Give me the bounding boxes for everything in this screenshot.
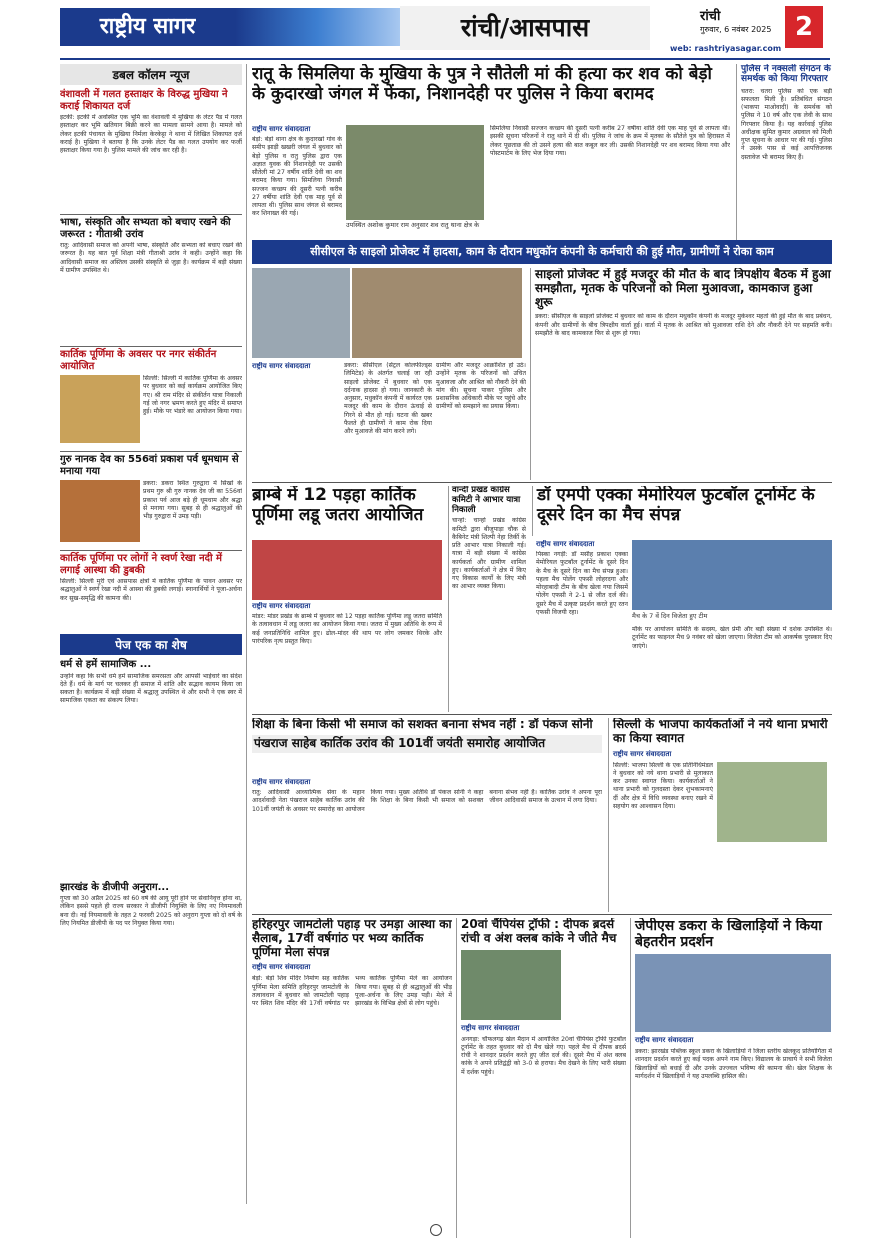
story-body: रातु: आदिवासी आध्यात्मिक सेवा के महान आदर्शवादी नेता पंखराज साहेब कार्तिक उरांव की 101वीं जयंती के अवसर पर समारोह का आयोजन किया गया। मुख्य अतिथि डॉ पंकज सोनी ने कहा कि शिक्षा के बिना किसी भी समाज को सशक्त बनाना संभव नहीं है। कार्तिक उरांव ने अपना पूरा जीवन आदिवासी समाज के उत्थान में लगा दिया। [252, 789, 602, 813]
silli-bjp-photo [717, 762, 827, 842]
trophy-photo [461, 950, 561, 1020]
headline: भाषा, संस्कृति और सभ्यता को बचाए रखने की जरूरत : गीताश्री उरांव [60, 217, 231, 240]
byline: राष्ट्रीय सागर संवाददाता [252, 963, 311, 972]
silli-bjp-story [608, 718, 832, 912]
subheadline: पंखराज साहेब कार्तिक उरांव की 101वीं जयंती समारोह आयोजित [252, 735, 602, 753]
page-one-continued-header: पेज एक का शेष [60, 634, 242, 655]
football-photo-caption: मैच के 7 वें दिन विजेता हुए टीम [632, 612, 708, 620]
byline: राष्ट्रीय सागर संवाददाता [613, 749, 672, 758]
education-body-box [252, 778, 602, 910]
edition-city: रांची [700, 9, 721, 24]
lead-body: बेड़ो: बेड़ो थाना क्षेत्र के कुदारखो गांव के समीप झाड़ी खखरी जंगल में बुधवार को बेड़ो पुलिस व रातु पुलिस द्वारा एक अज्ञात युवक की निशानदेही पर उसकी सौतेली मां 27 वर्षीय शांति देवी का शव बरामद किया गया। सिमलिया निवासी सज्जन कच्छप की दूसरी पत्नी करीब 27 वर्षीया शांति देवी एक माह पूर्व से लापता थी। पुलिस साथ जंगल से बरामद कर शिनाख्त की गई। [252, 136, 342, 218]
headline: साइलो प्रोजेक्ट में हुई मजदूर की मौत के बाद त्रिपक्षीय बैठक में हुआ समझौता, मृतक के परिजनों को मिला मुआवजा, कामकाज हुआ शुरू [535, 268, 831, 309]
story-body: पिस्का नगड़ी: डॉ मसीह प्रकाश एक्का मेमोरियल फुटबॉल टूर्नामेंट के दूसरे दिन के मैच के दूसरे दिन का मैच संपन्न हुआ। पहला मैच पोलेंग एफसी लोहरदगा और मोरहाबादी टीम के बीच खेला गया जिसमें पोलेंग एफसी ने 2-1 से जीत दर्ज की। दूसरे मैच में उत्कृष्ट प्रदर्शन करते हुए रतन एफसी विजयी रहा। [536, 551, 628, 616]
bramhe-body-box [252, 602, 442, 712]
education-headline-box [252, 718, 602, 774]
lead-headline-box [252, 64, 730, 122]
story-bhasha [60, 214, 242, 342]
accident-col1 [252, 362, 342, 480]
story-body: डकरा: सीसीएल के साइलो प्रोजेक्ट में बुधवार को काम के दौरान मधुकॉन कंपनी के मजदूर मुकेश्वर महतो की हुई मौत के बाद प्रबंधन, कंपनी और ग्रामीणों के बीच त्रिपक्षीय वार्ता हुई। वार्ता में मृतक के आश्रित को मुआवजा राशि देने और नौकरी देने पर सहमति बनी। समझौते के बाद कामकाज फिर से शुरू हो गया। [535, 313, 832, 337]
story-body: चान्हो: चान्हो प्रखंड कांग्रेस कमिटी द्वारा बीजुपाड़ा चौक से कैबिनेट मंत्री शिल्पी नेहा तिर्की के प्रति आभार यात्रा निकाली गई। यात्रा में बड़ी संख्या में कांग्रेस कार्यकर्ता और ग्रामीण शामिल हुए। कार्यकर्ताओं ने क्षेत्र में किए गए विकास कार्यों के लिए मंत्री का आभार व्यक्त किया। [452, 517, 526, 591]
story-body: बेड़ो: बेड़ो शिव मंदिर निर्माण सह कार्तिक पूर्णिमा मेला समिति हरिहरपुर जामटोली के तत्वावधान में बुधवार को जामटोली पहाड़ पर स्थित शिव मंदिर की 17वीं वर्षगांठ पर भव्य कार्तिक पूर्णिमा मेले का आयोजन किया गया। सुबह से ही श्रद्धालुओं की भीड़ पूजा-अर्चना के लिए उमड़ पड़ी। मेले में झारखंड के विभिन्न क्षेत्रों से लोग पहुंचे। [252, 975, 452, 1008]
headline: जेपीएस डकरा के खिलाड़ियों ने किया बेहतरीन प्रदर्शन [635, 918, 822, 951]
byline: राष्ट्रीय सागर संवाददाता [536, 540, 595, 548]
story-body: सिल्ली: सिल्ली में कार्तिक पूर्णिमा के अवसर पर बुधवार को कई कार्यक्रम आयोजित किए गए। श्री राम मंदिर से संकीर्तन यात्रा निकाली गई जो नगर भ्रमण करते हुए मंदिर में समाप्त हुई। मौके पर भंडारे का आयोजन किया गया। [143, 375, 242, 415]
story-body: सिल्ली: सिल्ली मुरी एवं आसपास क्षेत्रों में कार्तिक पूर्णिमा के पावन अवसर पर श्रद्धालुओं ने स्वर्ण रेखा नदी में आस्था की डुबकी लगाई। स्नानार्थियों ने पूजा-अर्चना कर सुख-समृद्धि की कामना की। [60, 578, 242, 602]
trophy-story [456, 918, 626, 1238]
lead-col1 [252, 125, 342, 235]
accident-band-headline: सीसीएल के साइलो प्रोजेक्ट में हादसा, काम के दौरान मधुकॉन कंपनी के कर्मचारी की हुई मौत, ग्रामीणों ने रोका काम [252, 240, 832, 264]
story-sankirtan [60, 346, 242, 443]
football-headline-box [532, 486, 832, 536]
gurudwara-photo [60, 480, 140, 542]
headline: कार्तिक पूर्णिमा पर लोगों ने स्वर्ण रेखा नदी में लगाई आस्था की डुबकी [60, 553, 223, 576]
lead-continuation: सिमलिया निवासी सज्जन कच्छप की दूसरी पत्नी करीब 27 वर्षीया शांति देवी एक माह पूर्व से लापता थी। इसकी सूचना परिजनों ने रातु थाने में दी थी। पुलिस ने जांच के क्रम में मृतका के सौतेले पुत्र को हिरासत में लेकर पूछताछ की तो उसने हत्या की बात कबूल कर ली। उसकी निशानदेही पर शव बरामद किया गया और पोस्टमार्टम के लिए भेज दिया गया। [490, 125, 730, 157]
continued-dgp [60, 882, 242, 1006]
story-body: रातु: आदिवासी समाज को अपनी भाषा, संस्कृति और सभ्यता को बचाए रखने की जरूरत है। यह बात पूर्व शिक्षा मंत्री गीताश्री उरांव ने कही। उन्होंने कहा कि आदिवासी समाज का अस्तित्व उसकी संस्कृति से जुड़ा है। कार्यक्रम में बड़ी संख्या में ग्रामीण उपस्थित थे। [60, 242, 242, 274]
rally-story [448, 486, 526, 712]
story-body: चतरा: चतरा पुलिस को एक बड़ी सफलता मिली है। प्रतिबंधित संगठन (भाकपा माओवादी) के समर्थक को पुलिस ने 10 वर्ष और एक लेवी के साथ गिरफ्तार किया है। यह कार्रवाई पुलिस अधीक्षक सुमित कुमार अग्रवाल को मिली गुप्त सूचना के आधार पर की गई। पुलिस ने उसके पास से कई आपत्तिजनक दस्तावेज भी बरामद किए हैं। [741, 87, 832, 161]
divider [252, 914, 832, 915]
right-brief [736, 64, 832, 242]
story-swarnarekha [60, 550, 242, 628]
accident-photo-2 [352, 268, 522, 358]
story-body: इटकी: इटकी में अवस्थित एक भूमि का वंशावली में मुखिया के लेटर पैड में गलत हस्ताक्षर कर भूमि खतियान बिक्री करने का मामला सामने आया है। मामले को लेकर इटकी पंचायत के मुखिया निर्मला केरकेट्टा ने थाना में लिखित शिकायत दर्ज कराई है। मुखिया ने बताया है कि उनके लेटर पैड का गलत उपयोग कर फर्जी हस्ताक्षर किया गया है। पुलिस मामले की जांच कर रही है। [60, 114, 242, 154]
edition-date: गुरुवार, 6 नवंबर 2025 [700, 25, 772, 34]
byline: राष्ट्रीय सागर संवाददाता [461, 1023, 520, 1032]
headline: 20वां चैंपियंस ट्रॉफी : दीपक ब्रदर्स रांची व अंश क्लब कांके ने जीते मैच [461, 918, 617, 945]
brand-logo: राष्ट्रीय सागर [60, 8, 235, 46]
website-link[interactable]: web: rashtriyasagar.com [670, 44, 782, 53]
headline: झारखंड के डीजीपी अनुराग... [60, 881, 170, 893]
story-body: गुप्ता को 30 अप्रैल 2025 को 60 वर्ष की आयु पूरी होने पर सेवानिवृत्त होना था, लेकिन इससे पहले ही राज्य सरकार ने डीजीपी नियुक्ति के लिए नए नियमावली बना दी। नई नियमावली के तहत 2 फरवरी 2025 को अनुराग गुप्ता को दो वर्ष के लिए नियमित डीजीपी के पद पर नियुक्त किया गया। [60, 895, 242, 927]
headline: पुलिस ने नक्सली संगठन के समर्थक को किया गिरफ्तार [741, 64, 831, 85]
headline: डॉ एमपी एक्का मेमोरियल फुटबॉल टूर्नामेंट के दूसरे दिन का मैच संपन्न [537, 486, 815, 525]
headline: धर्म से हमें सामाजिक ... [60, 659, 152, 670]
byline: राष्ट्रीय सागर संवाददाता [635, 1036, 694, 1045]
story-body: अनगड़ा: चौफलगढ़ खेल मैदान में आयोजित 20वां चैंपियंस ट्रॉफी फुटबॉल टूर्नामेंट के तहत बुधवार को दो मैच खेले गए। पहले मैच में दीपक ब्रदर्स रांची ने शानदार प्रदर्शन करते हुए जीत दर्ज की। दूसरे मैच में अंश क्लब कांके ने अपने प्रतिद्वंद्वी को 3-0 से हराया। मैच देखने के लिए भारी संख्या में दर्शक पहुंचे। [461, 1035, 626, 1076]
brand-decoration [235, 8, 400, 46]
masthead [0, 0, 877, 58]
football-col1 [536, 540, 628, 712]
jps-photo [635, 954, 831, 1032]
byline: राष्ट्रीय सागर संवाददाता [252, 125, 311, 133]
headline: ब्राम्बे में 12 पड़हा कार्तिक पूर्णिमा लडू जतरा आयोजित [252, 486, 424, 525]
accident-side-story [530, 268, 832, 480]
lead-photo [346, 125, 484, 220]
accident-body: डकरा: सीसीएल (सेंट्रल कोलफील्ड्स लिमिटेड) के अंतर्गत चलाई जा रही साइलो प्रोजेक्ट में बुधवार को एक दर्दनाक हादसा हो गया। जानकारी के अनुसार, मधुकॉन कंपनी में कार्यरत एक मजदूर की काम के दौरान ऊंचाई से गिरने से मौत हो गई। घटना की खबर फैलते ही ग्रामीणों ने काम रोक दिया और मुआवजे की मांग करने लगे। [344, 362, 432, 435]
divider [252, 714, 832, 715]
registration-mark [430, 1224, 442, 1236]
headline: कार्तिक पूर्णिमा के अवसर पर नगर संकीर्तन आयोजित [60, 349, 217, 372]
headline: सिल्ली के भाजपा कार्यकर्ताओं ने नये थाना प्रभारी का किया स्वागत [613, 718, 828, 745]
lead-headline: रातू के सिमलिया के मुखिया के पुत्र ने सौतेली मां की हत्या कर शव को बेड़ो के कुदारखो जंगल में फेंका, निशानदेही पर पुलिस ने किया बरामद [252, 64, 712, 105]
headline: शिक्षा के बिना किसी भी समाज को सशक्त बनाना संभव नहीं : डॉ पंकज सोनी [252, 718, 593, 731]
section-title: रांची/आसपास [400, 6, 650, 50]
accident-body-2: ग्रामीण और मजदूर आक्रोशित हो उठे। उन्होंने मृतक के परिजनों को उचित मुआवजा और आश्रित को नौकरी देने की मांग की। सूचना पाकर पुलिस और प्रशासनिक अधिकारी मौके पर पहुंचे और ग्रामीणों को समझाने का प्रयास किया। [436, 362, 526, 411]
lead-photo-caption: उपस्थित अशोक कुमार राम अनुसार शव रातु थाना क्षेत्र के [346, 221, 480, 229]
football-photo [632, 540, 832, 610]
story-vanshavali [60, 89, 242, 210]
story-body: सिल्ली: भाजपा सिल्ली के एक प्रतिनिधिमंडल ने बुधवार को नये थाना प्रभारी से मुलाकात कर उनका स्वागत किया। कार्यकर्ताओं ने थाना प्रभारी को गुलदस्ता देकर शुभकामनाएं दीं और क्षेत्र में विधि व्यवस्था बनाए रखने में सहयोग का आश्वासन दिया। [613, 761, 713, 810]
jamtoli-story [252, 918, 452, 1238]
bramhe-photo [252, 540, 442, 600]
headline: गुरु नानक देव का 556वां प्रकाश पर्व धूमधाम से मनाया गया [60, 454, 239, 477]
story-body: उन्होंने कहा कि सभी धर्म हमें सामाजिक समरसता और आपसी भाईचारे का संदेश देते हैं। धर्म के मार्ग पर चलकर ही समाज में शांति और सद्भाव कायम किया जा सकता है। कार्यक्रम में बड़ी संख्या में श्रद्धालु उपस्थित थे और सभी ने एक स्वर में सामाजिक एकता का संकल्प लिया। [60, 672, 242, 705]
byline: राष्ट्रीय सागर संवाददाता [252, 362, 311, 370]
jps-story [630, 918, 832, 1238]
headline: वंशावली में गलत हस्ताक्षर के विरुद्ध मुखिया ने कराई शिकायत दर्ज [60, 89, 228, 112]
sankirtan-photo [60, 375, 140, 443]
byline: राष्ट्रीय सागर संवाददाता [252, 778, 311, 786]
continued-dharm [60, 659, 242, 878]
double-column-header: डबल कॉलम न्यूज [60, 64, 242, 85]
story-body: डकरा: झारखंड पब्लिक स्कूल डकरा के खिलाड़ियों ने जिला स्तरीय खेलकूद प्रतियोगिता में शानदार प्रदर्शन करते हुए कई पदक अपने नाम किए। विद्यालय के प्राचार्य ने सभी विजेता खिलाड़ियों को बधाई दी और उनके उज्ज्वल भविष्य की कामना की। खेल शिक्षक के मार्गदर्शन में खिलाड़ियों ने यह उपलब्धि हासिल की। [635, 1048, 832, 1080]
divider [252, 482, 832, 483]
left-column [60, 64, 242, 1241]
story-body: डकरा: डकरा स्थित गुरुद्वारा में सिखों के प्रथम गुरु श्री गुरु नानक देव जी का 556वां प्रकाश पर्व आज बड़े ही धूमधाम और श्रद्धा से मनाया गया। सुबह से ही श्रद्धालुओं की भीड़ गुरुद्वारा में उमड़ पड़ी। [143, 480, 242, 520]
headline: हरिहरपुर जामटोली पहाड़ पर उमड़ा आस्था का सैलाब, 17वीं वर्षगांठ पर भव्य कार्तिक पूर्णिमा मेला संपन्न [252, 918, 452, 959]
page-number: 2 [785, 6, 823, 48]
accident-photo-1 [252, 268, 350, 358]
football-body-2: मौके पर आयोजन समिति के सदस्य, खेल प्रेमी और बड़ी संख्या में दर्शक उपस्थित थे। टूर्नामेंट का फाइनल मैच 9 नवंबर को खेला जाएगा। विजेता टीम को आकर्षक पुरस्कार दिए जाएंगे। [632, 626, 832, 650]
story-guru-nanak [60, 451, 242, 542]
story-body: मांडर: मांडर प्रखंड के ब्राम्बे में बुधवार को 12 पड़हा कार्तिक पूर्णिमा लडू जतरा समिति के तत्वावधान में लडू जतरा का आयोजन किया गया। जतरा में मुख्य अतिथि के रूप में कई जनप्रतिनिधि शामिल हुए। ढोल-मांदर की थाप पर लोग जमकर थिरके और पारंपरिक नृत्य प्रस्तुत किए। [252, 613, 442, 645]
masthead-rule [60, 58, 830, 60]
column-divider [246, 64, 247, 1204]
byline: राष्ट्रीय सागर संवाददाता [252, 602, 311, 610]
headline: वान्दी प्रखंड कांग्रेस कमिटी ने आभार यात्रा निकाली [452, 486, 521, 515]
